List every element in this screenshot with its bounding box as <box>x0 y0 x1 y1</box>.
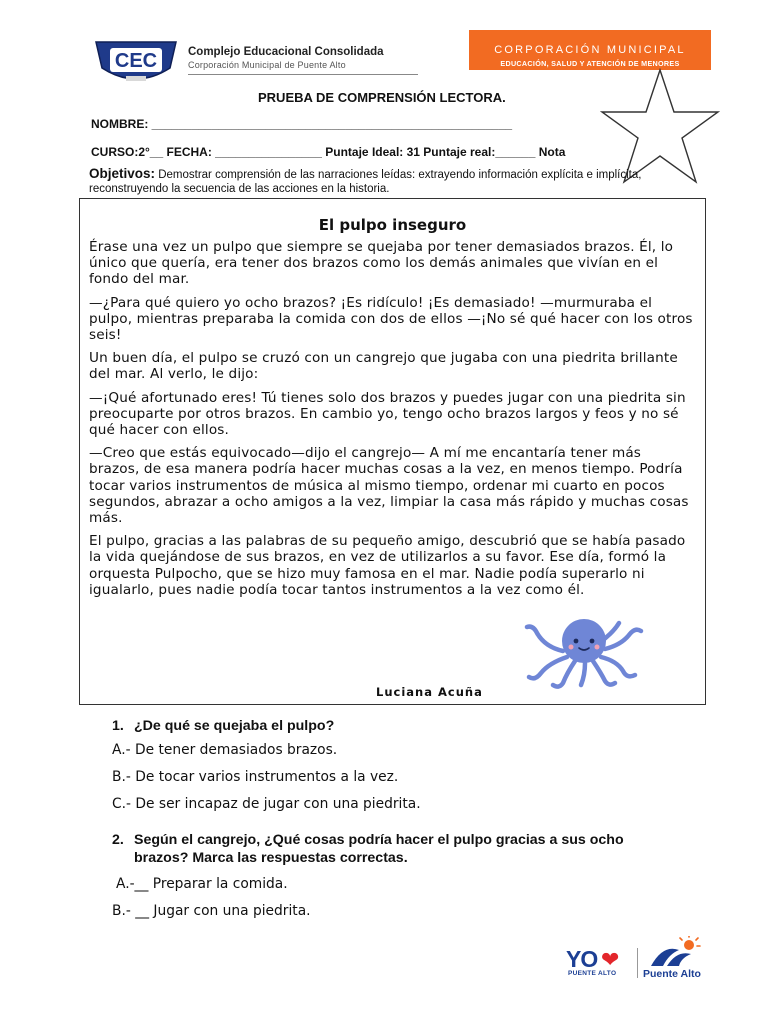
corporation-banner <box>469 30 711 70</box>
story-paragraph: —¡Qué afortunado eres! Tú tienes solo dos brazos y puedes jugar con una piedrita sin preocuparte por otros brazos. En cambio yo, tengo ocho brazos largos y feos y no sé qué hacer con ellos. <box>89 389 686 439</box>
corporation-title: CORPORACIÓN MUNICIPAL <box>494 44 686 56</box>
question-1-option-a: A.- De tener demasiados brazos. <box>112 742 338 758</box>
story-paragraph: —¿Para qué quiero yo ocho brazos? ¡Es ridículo! ¡Es demasiado! —murmuraba el pulpo, mientras preparaba la comida con dos de ellos —¡No sé qué hacer con los otros seis! <box>89 294 693 344</box>
sun-wave-icon <box>649 936 705 968</box>
question-1-option-b: B.- De tocar varios instrumentos a la vez. <box>112 769 399 785</box>
school-name: Complejo Educacional Consolidada <box>188 46 384 58</box>
question-1 <box>112 717 334 735</box>
yo-logo-text: YO <box>566 946 598 972</box>
question-text: ¿De qué se quejaba el pulpo? <box>134 718 335 734</box>
story-paragraph: Érase una vez un pulpo que siempre se quejaba por tener demasiados brazos. Él, lo único que quería, era tener dos brazos como los demás animales que vivían en el fondo del mar. <box>89 239 674 288</box>
story-body <box>89 239 694 605</box>
question-number: 1. <box>112 718 124 734</box>
footer-divider <box>637 948 638 978</box>
yo-puente-alto-logo <box>566 946 636 980</box>
objectives-label: Objetivos: <box>89 166 156 181</box>
name-field: NOMBRE: ______________________________________________________ <box>91 117 513 131</box>
question-1-option-c: C.- De ser incapaz de jugar con una piedrita. <box>112 796 421 812</box>
story-title: El pulpo inseguro <box>318 216 467 234</box>
story-paragraph: El pulpo, gracias a las palabras de su pequeño amigo, descubrió que se había pasado la vida quejándose de sus brazos, en vez de utilizarlos a su favor. Ese día, formó la orquesta Pulpocho, que se hizo muy famosa en el mar. Nadie podía superarlo ni igualarlo, pues nadie podía tocar tantos instrumentos a la vez como él. <box>89 533 686 598</box>
svg-text:CEC: CEC <box>114 50 158 72</box>
story-paragraph: Un buen día, el pulpo se cruzó con un cangrejo que jugaba con una piedrita brillante del mar. Al verlo, le dijo: <box>89 350 678 383</box>
story-paragraph: —Creo que estás equivocado—dijo el cangrejo— A mí me encantaría tener más brazos, de esa manera podría hacer muchas cosas a la vez, en menos tiempo. Podría tocar varios instrumentos de música al mismo tiempo, ordenar mi cuarto en pocos segundos, abrazar a ocho amigos a la vez, limpiar la casa más rápido y muchas cosas más. <box>89 445 689 527</box>
question-2-option-a: A.-__ Preparar la comida. <box>116 876 288 892</box>
objectives-text: Demostrar comprensión de las narraciones leídas: extrayendo información explícita e implícita, reconstruyendo la secuencia de las acciones en la historia. <box>89 169 642 195</box>
objectives <box>89 167 699 196</box>
question-2-option-b: B.- __ Jugar con una piedrita. <box>112 903 311 919</box>
octopus-illustration <box>523 611 645 689</box>
school-divider <box>188 74 418 75</box>
puente-alto-logo <box>643 936 711 982</box>
question-text-line-2: brazos? Marca las respuestas correctas. <box>134 850 408 866</box>
school-logo <box>92 38 422 88</box>
story-author: Luciana Acuña <box>376 685 483 699</box>
puente-alto-text: Puente Alto <box>643 968 701 980</box>
question-number: 2. <box>112 832 124 848</box>
heart-icon: ❤ <box>601 947 620 972</box>
school-subtitle: Corporación Municipal de Puente Alto <box>188 60 346 70</box>
school-shield-icon <box>92 38 180 88</box>
question-2 <box>112 831 732 867</box>
reading-box <box>79 198 706 705</box>
course-date-score-field: CURSO:2°__ FECHA: ________________ Puntaje Ideal: 31 Puntaje real:______ Nota <box>91 145 566 159</box>
question-text-line-1: Según el cangrejo, ¿Qué cosas podría hacer el pulpo gracias a sus ocho <box>134 832 624 848</box>
yo-logo-subtitle: PUENTE ALTO <box>568 970 617 977</box>
test-title: PRUEBA DE COMPRENSIÓN LECTORA. <box>258 90 506 105</box>
corporation-subtitle: EDUCACIÓN, SALUD Y ATENCIÓN DE MENORES <box>500 59 680 68</box>
